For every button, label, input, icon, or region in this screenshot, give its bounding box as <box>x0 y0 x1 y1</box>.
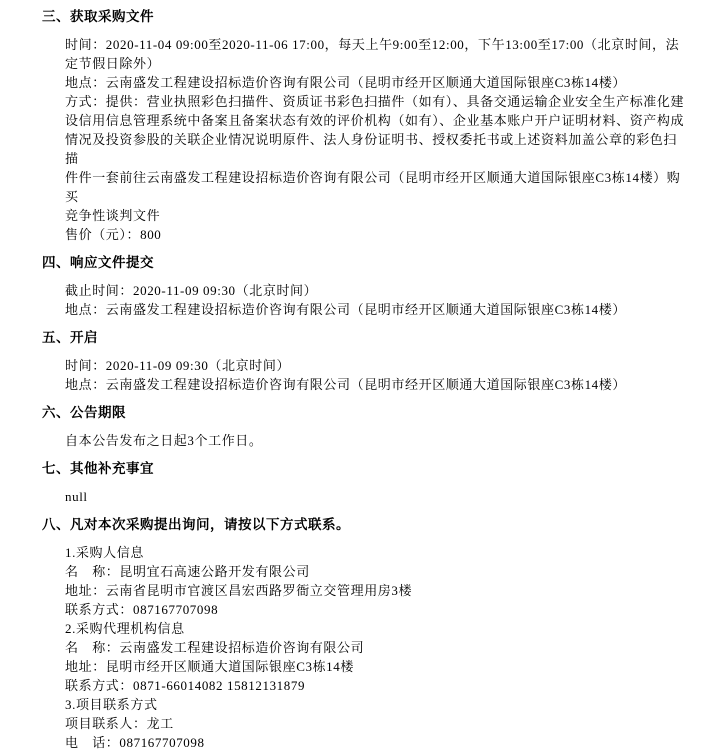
text-line: 件件一套前往云南盛发工程建设招标造价咨询有限公司（昆明市经开区顺通大道国际银座C3栋14楼）购买 <box>65 170 681 204</box>
section-body <box>65 487 688 506</box>
time-line: 时间：2020-11-09 09:30（北京时间） <box>65 358 291 373</box>
section-obtain-documents <box>42 7 688 244</box>
section-body <box>65 35 688 244</box>
section-notice-period <box>42 403 688 450</box>
agency-name-line: 名 称：云南盛发工程建设招标造价咨询有限公司 <box>65 640 365 655</box>
section-response-submission <box>42 253 688 319</box>
section-body <box>65 281 688 319</box>
project-contact-person-line: 项目联系人：龙工 <box>65 716 174 731</box>
price-line: 售价（元）：800 <box>65 227 162 242</box>
text-line: null <box>65 489 88 504</box>
purchaser-info-title: 1.采购人信息 <box>65 545 144 560</box>
text-line: 定节假日除外） <box>65 56 161 71</box>
purchaser-address-line: 地址：云南省昆明市官渡区昌宏西路罗衙立交管理用房3楼 <box>65 583 413 598</box>
section-body <box>65 543 688 752</box>
section-body <box>65 356 688 394</box>
project-contact-title: 3.项目联系方式 <box>65 697 158 712</box>
text-line: 地点：云南盛发工程建设招标造价咨询有限公司（昆明市经开区顺通大道国际银座C3栋14楼） <box>65 75 626 90</box>
agency-address-line: 地址：昆明市经开区顺通大道国际银座C3栋14楼 <box>65 659 354 674</box>
text-line: 情况及投资参股的关联企业情况说明原件、法人身份证明书、授权委托书或上述资料加盖公章的彩色扫描 <box>65 132 678 166</box>
section-heading: 六、公告期限 <box>42 405 126 420</box>
text-line: 自本公告发布之日起3个工作日。 <box>65 433 263 448</box>
section-body <box>65 431 688 450</box>
section-opening <box>42 328 688 394</box>
location-line: 地点：云南盛发工程建设招标造价咨询有限公司（昆明市经开区顺通大道国际银座C3栋14楼） <box>65 302 626 317</box>
section-heading: 五、开启 <box>42 330 98 345</box>
purchaser-name-line: 名 称：昆明宜石高速公路开发有限公司 <box>65 564 310 579</box>
section-heading: 七、其他补充事宜 <box>42 461 154 476</box>
text-line: 竞争性谈判文件 <box>65 208 161 223</box>
project-phone-line: 电 话：087167707098 <box>65 735 205 750</box>
section-heading: 四、响应文件提交 <box>42 255 154 270</box>
purchaser-contact-line: 联系方式：087167707098 <box>65 602 219 617</box>
agency-contact-line: 联系方式：0871-66014082 15812131879 <box>65 678 306 693</box>
text-line: 时间：2020-11-04 09:00至2020-11-06 17:00，每天上午9:00至12:00，下午13:00至17:00（北京时间，法 <box>65 37 680 52</box>
section-heading: 八、凡对本次采购提出询问，请按以下方式联系。 <box>42 517 350 532</box>
text-line: 设信用信息管理系统中备案且备案状态有效的评价机构（如有）、企业基本账户开户证明材料、资产构成 <box>65 113 685 128</box>
agency-info-title: 2.采购代理机构信息 <box>65 621 185 636</box>
deadline-line: 截止时间：2020-11-09 09:30（北京时间） <box>65 283 318 298</box>
location-line: 地点：云南盛发工程建设招标造价咨询有限公司（昆明市经开区顺通大道国际银座C3栋14楼） <box>65 377 626 392</box>
section-contact-info <box>42 515 688 752</box>
section-heading: 三、获取采购文件 <box>42 9 154 24</box>
section-other-matters <box>42 459 688 506</box>
text-line: 方式：提供：营业执照彩色扫描件、资质证书彩色扫描件（如有）、具备交通运输企业安全生产标准化建 <box>65 94 685 109</box>
